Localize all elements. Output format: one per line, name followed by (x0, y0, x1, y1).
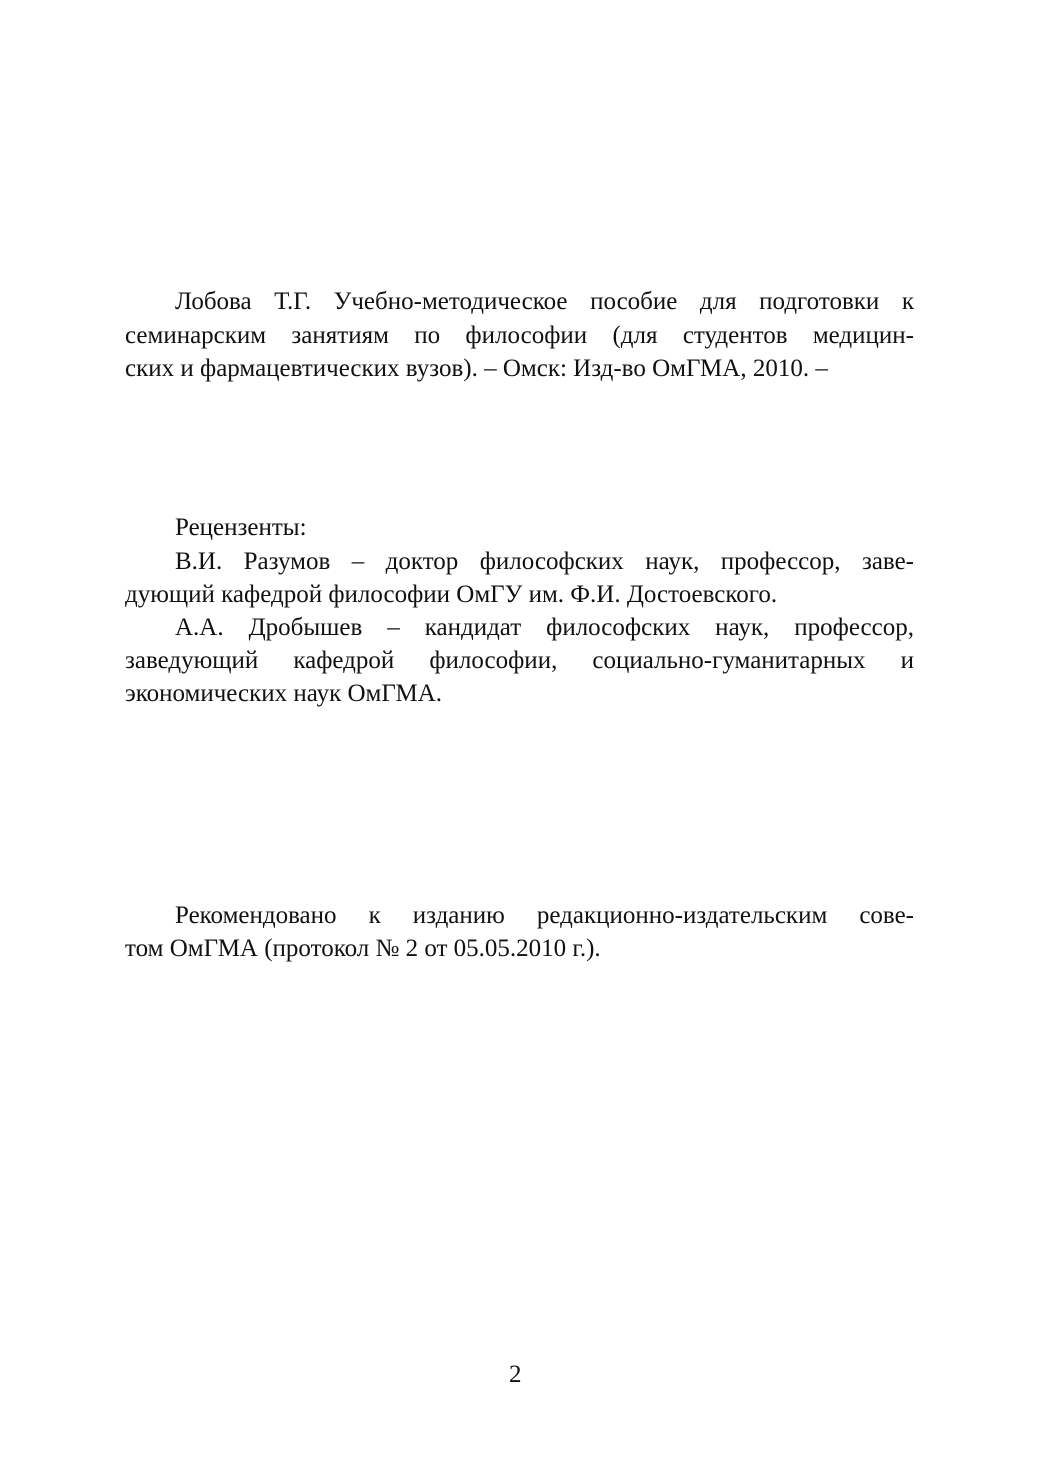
recommendation-line-1: Рекомендовано к изданию редакционно-издательским сове- (175, 902, 914, 929)
bibliography-line-1: Лобова Т.Г. Учебно-методическое пособие для подготовки к (175, 288, 914, 315)
reviewer-2-line-2: заведующий кафедрой философии, социально-гуманитарных и (125, 647, 914, 674)
reviewer-1-line-2: дующий кафедрой философии ОмГУ им. Ф.И. Достоевского. (125, 581, 778, 608)
bibliography-line-2: семинарским занятиям по философии (для студентов медицин- (125, 322, 914, 349)
recommendation-line-2: том ОмГМА (протокол № 2 от 05.05.2010 г.). (125, 935, 601, 962)
reviewer-1-line-1: В.И. Разумов – доктор философских наук, профессор, заве- (175, 548, 914, 575)
bibliography-line-3: ских и фармацевтических вузов). – Омск: Изд-во ОмГМА, 2010. – (125, 355, 828, 382)
reviewer-2-line-1: А.А. Дробышев – кандидат философских наук, профессор, (175, 614, 914, 641)
reviewers-heading: Рецензенты: (175, 514, 307, 541)
reviewer-2-line-3: экономических наук ОмГМА. (125, 680, 443, 707)
page-number: 2 (509, 1361, 522, 1388)
